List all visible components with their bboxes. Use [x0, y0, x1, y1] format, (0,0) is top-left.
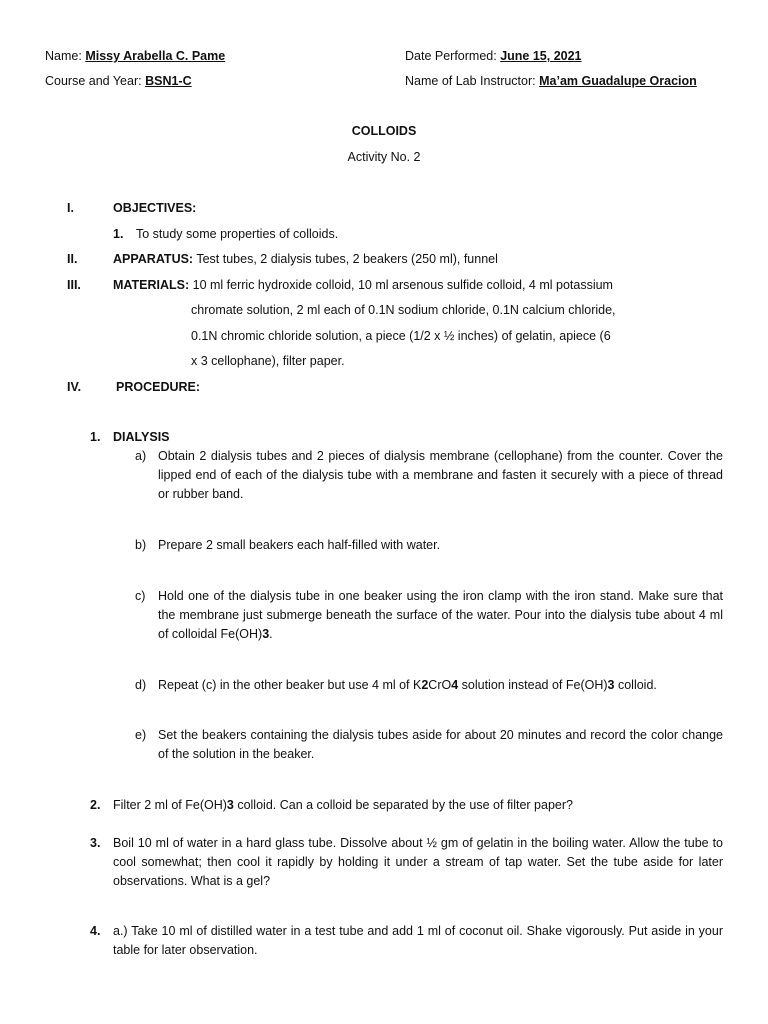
procedure-2-number: 2. — [90, 798, 101, 812]
document-subtitle: Activity No. 2 — [347, 150, 421, 164]
instructor-value: Ma’am Guadalupe Oracion — [539, 74, 697, 88]
course-line — [45, 72, 192, 90]
name-value: Missy Arabella C. Pame — [85, 49, 226, 63]
step-c-text — [158, 587, 723, 644]
step-d-text — [158, 676, 723, 695]
step-c-end: . — [269, 627, 273, 641]
course-value: BSN1-C — [145, 74, 192, 88]
step-a-label: a) — [135, 449, 147, 463]
apparatus-text: Test tubes, 2 dialysis tubes, 2 beakers (250 ml), funnel — [196, 252, 498, 266]
procedure-2-part-2: colloid. Can a colloid be separated by the use of filter paper? — [233, 798, 573, 812]
objective-1-text: To study some properties of colloids. — [136, 227, 339, 241]
step-d-part-4: colloid. — [614, 678, 657, 692]
materials-line-4: x 3 cellophane), filter paper. — [191, 354, 345, 368]
step-d-label: d) — [135, 678, 147, 692]
instructor-label: Name of Lab Instructor: — [405, 74, 536, 88]
document-title: COLLOIDS — [351, 124, 417, 138]
apparatus-line — [113, 250, 498, 268]
name-label: Name: — [45, 49, 82, 63]
procedure-2-bold: 3 — [226, 798, 234, 812]
section-i-title: OBJECTIVES: — [113, 201, 197, 215]
procedure-1-number: 1. — [90, 430, 101, 444]
step-a-text: Obtain 2 dialysis tubes and 2 pieces of dialysis membrane (cellophane) from the counter. Cover the lipped end of each of the dialysis tube with a membrane and fasten it securely with a piece of thread or rubber band. — [158, 449, 723, 501]
step-d-bold-3: 3 — [607, 678, 615, 692]
procedure-4-text: a.) Take 10 ml of distilled water in a test tube and add 1 ml of coconut oil. Shake vigorously. Put aside in your table for later observation. — [113, 924, 723, 957]
materials-text-1: 10 ml ferric hydroxide colloid, 10 ml arsenous sulfide colloid, 4 ml potassium — [192, 278, 613, 292]
step-c-body: Hold one of the dialysis tube in one beaker using the iron clamp with the iron stand. Make sure that the membrane just submerge beneath the surface of the water. Pour into the dialysis tube about 4 ml of colloidal Fe(OH) — [158, 589, 723, 641]
apparatus-label: APPARATUS: — [113, 252, 194, 266]
objective-1-number: 1. — [113, 227, 124, 241]
procedure-4-number: 4. — [90, 924, 101, 938]
date-line — [405, 47, 582, 65]
section-iv-number: IV. — [67, 380, 82, 394]
procedure-3-text: Boil 10 ml of water in a hard glass tube. Dissolve about ½ gm of gelatin in the boiling water. Allow the tube to cool somewhat; then cool it rapidly by holding it under a stream of tap water. Set the tube aside for later observations. What is a gel? — [113, 836, 723, 888]
section-iv-title: PROCEDURE: — [116, 380, 201, 394]
step-e-text: Set the beakers containing the dialysis tubes aside for about 20 minutes and record the color change of the solution in the beaker. — [158, 728, 723, 761]
materials-line-1 — [113, 276, 613, 294]
procedure-2-part-1: Filter 2 ml of Fe(OH) — [113, 798, 227, 812]
procedure-1-title: DIALYSIS — [113, 430, 170, 444]
step-d-part-1: Repeat (c) in the other beaker but use 4 ml of K — [158, 678, 422, 692]
step-c-subscript: 3 — [262, 627, 270, 641]
step-b-label: b) — [135, 538, 147, 552]
procedure-3-number: 3. — [90, 836, 101, 850]
step-c-label: c) — [135, 589, 146, 603]
date-label: Date Performed: — [405, 49, 497, 63]
instructor-line — [405, 72, 697, 90]
step-d-bold-2: 4 — [451, 678, 459, 692]
section-iii-number: III. — [67, 278, 81, 292]
procedure-2-text — [113, 796, 723, 815]
step-b-text: Prepare 2 small beakers each half-filled with water. — [158, 538, 441, 552]
course-label: Course and Year: — [45, 74, 142, 88]
step-d-part-2: CrO — [428, 678, 452, 692]
step-d-part-3: solution instead of Fe(OH) — [458, 678, 608, 692]
name-line — [45, 47, 225, 65]
section-ii-number: II. — [67, 252, 78, 266]
materials-label: MATERIALS: — [113, 278, 190, 292]
section-i-number: I. — [67, 201, 74, 215]
step-e-label: e) — [135, 728, 147, 742]
materials-line-2: chromate solution, 2 ml each of 0.1N sodium chloride, 0.1N calcium chloride, — [191, 303, 616, 317]
date-value: June 15, 2021 — [500, 49, 582, 63]
step-d-bold-1: 2 — [421, 678, 429, 692]
materials-line-3: 0.1N chromic chloride solution, a piece (1/2 x ½ inches) of gelatin, apiece (6 — [191, 329, 611, 343]
